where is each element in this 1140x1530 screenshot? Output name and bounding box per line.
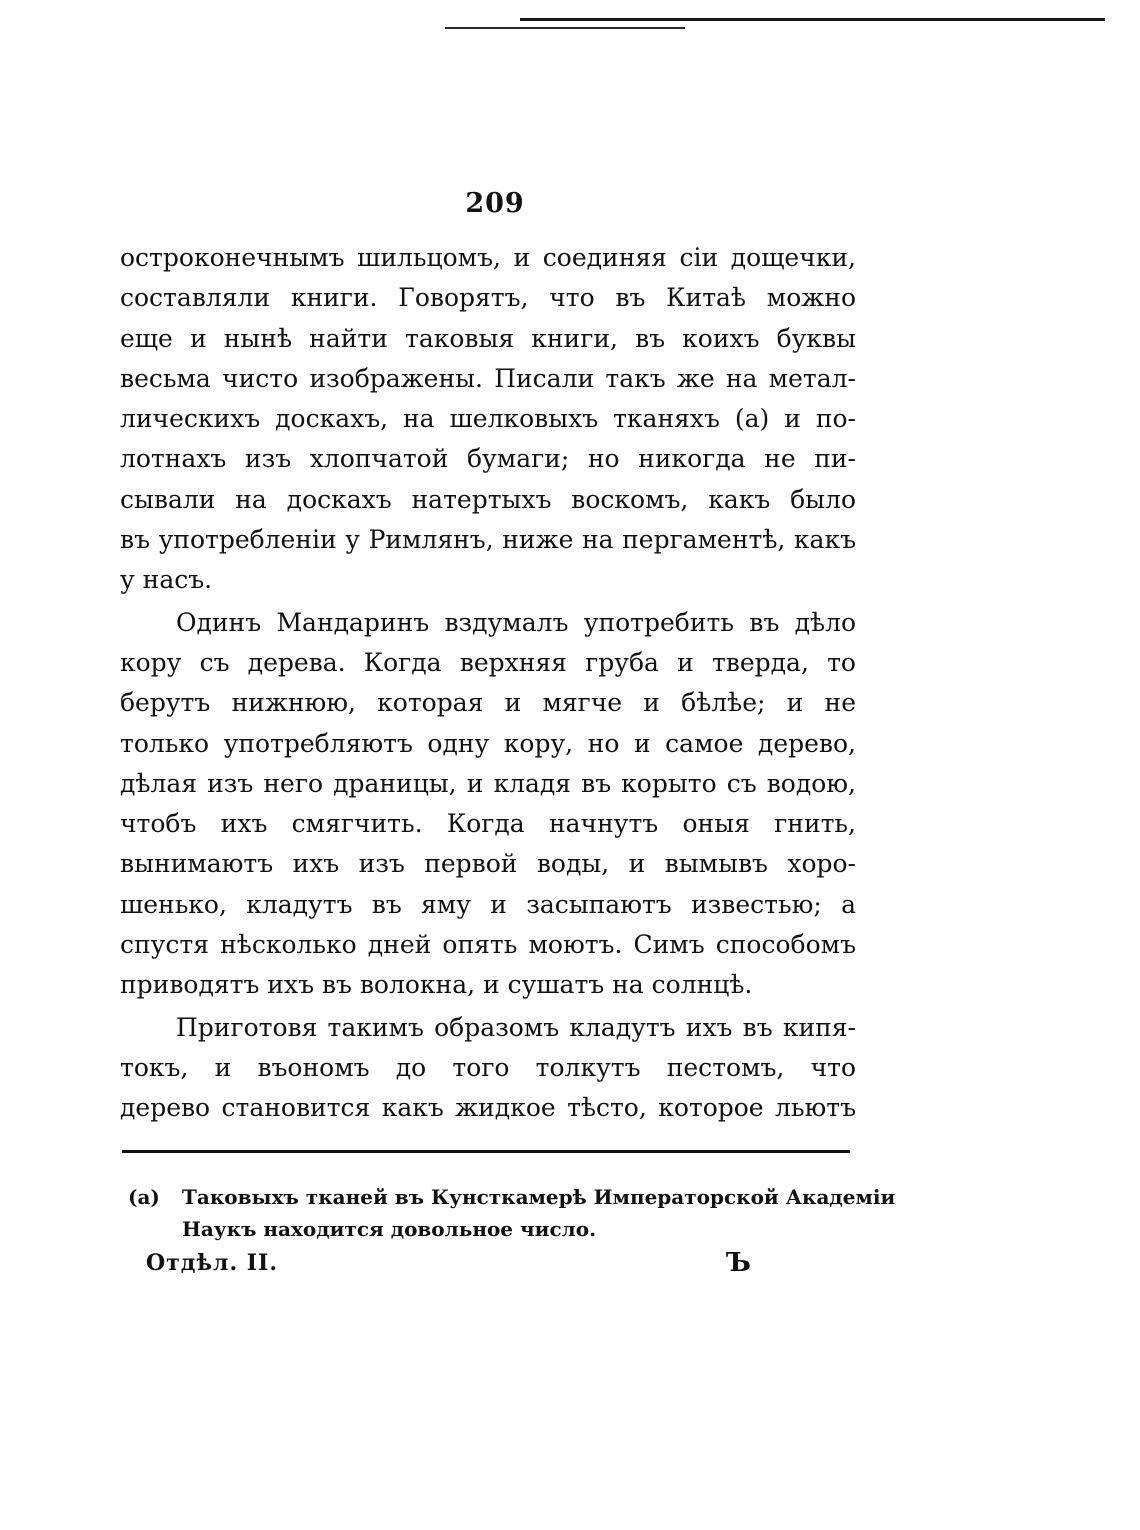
text-line: Одинъ Мандаринъ вздумалъ употребить въ дѣло — [176, 607, 856, 637]
top-rule-thin — [445, 27, 685, 29]
footnote — [128, 1181, 896, 1245]
text-line: весьма чисто изображены. Писали такъ же на метал- — [120, 363, 856, 393]
text-line: чтобъ ихъ смягчить. Когда начнутъ оныя гнить, — [120, 809, 856, 839]
body-text — [120, 238, 856, 1129]
footnote-marker: (а) — [128, 1185, 160, 1209]
text-line: кору съ дерева. Когда верхняя груба и тверда, то — [120, 647, 856, 677]
text-line: дѣлая изъ него драницы, и кладя въ корыто съ водою, — [120, 768, 856, 798]
text-line: спустя нѣсколько дней опять моютъ. Симъ способомъ — [120, 930, 856, 960]
signature-mark: Ъ — [726, 1248, 751, 1278]
text-line: еще и нынѣ найти таковыя книги, въ коихъ буквы — [120, 323, 856, 353]
text-line: вынимаютъ ихъ изъ первой воды, и вымывъ хоро- — [120, 849, 856, 879]
text-line: въ употребленіи у Римлянъ, ниже на пергаментѣ, какъ — [120, 525, 856, 555]
text-line: сывали на доскахъ натертыхъ воскомъ, какъ было — [120, 484, 856, 514]
text-line: дерево становится какъ жидкое тѣсто, которое льютъ — [120, 1093, 856, 1123]
top-rule — [520, 18, 1105, 21]
text-line: лическихъ доскахъ, на шелковыхъ тканяхъ (а) и по- — [120, 404, 856, 434]
page-number: 209 — [465, 188, 525, 219]
text-line: только употребляютъ одну кору, но и самое дерево, — [120, 728, 856, 758]
footnote-text: Таковыхъ тканей въ Кунсткамерѣ Императорской Академіи — [182, 1185, 896, 1209]
text-line: Приготовя такимъ образомъ кладутъ ихъ въ кипя- — [176, 1012, 856, 1042]
section-signature: Отдѣл. II. — [146, 1250, 278, 1276]
text-line: токъ, и въономъ до того толкутъ пестомъ, что — [120, 1052, 856, 1082]
text-line: шенько, кладутъ въ яму и засыпаютъ известью; а — [120, 889, 856, 919]
text-line: берутъ нижнюю, которая и мягче и бѣлѣе; и не — [120, 688, 856, 718]
text-line: приводятъ ихъ въ волокна, и сушатъ на солнцѣ. — [120, 970, 753, 1000]
text-line: лотнахъ изъ хлопчатой бумаги; но никогда не пи- — [120, 444, 856, 474]
footnote-rule — [122, 1150, 850, 1153]
text-line: у насъ. — [120, 565, 213, 595]
footnote-line — [128, 1181, 896, 1213]
text-line: остроконечнымъ шильцомъ, и соединяя сіи дощечки, — [120, 243, 856, 272]
footnote-line: Наукъ находится довольное число. — [182, 1217, 597, 1241]
text-line: составляли книги. Говорятъ, что въ Китаѣ можно — [120, 283, 856, 313]
